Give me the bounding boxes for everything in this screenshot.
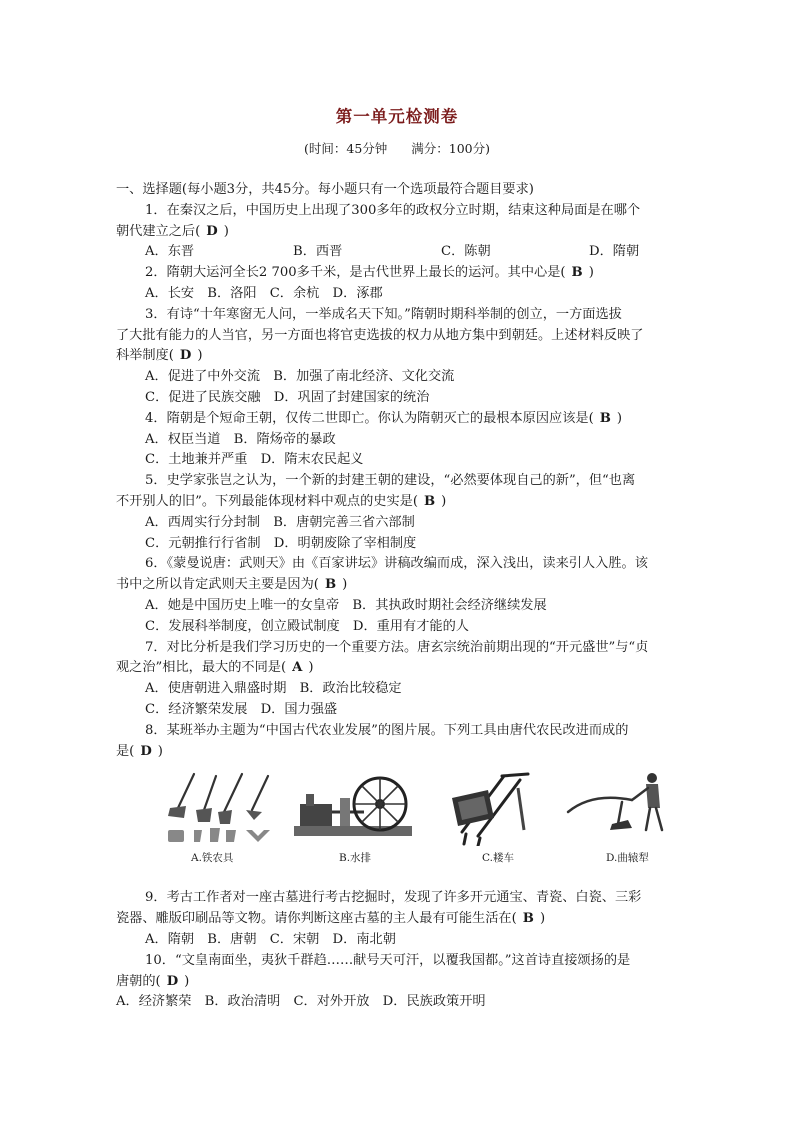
question-3-stem-cont: 了大批有能力的人当官，另一方面也将官吏选拔的权力从地方集中到朝廷。上述材料反映了 (116, 327, 644, 343)
question-7-options-1: A．使唐朝进入鼎盛时期 B．政治比较稳定 (145, 681, 402, 697)
iron-tools-image (164, 768, 284, 846)
caption-water-bellows: B.水排 (339, 852, 372, 865)
question-2: 2．隋朝大运河全长2 700多千米，是古代世界上最长的运河。其中心是( B ) (145, 265, 594, 281)
answer-6: B (324, 577, 337, 593)
option-b: B．西晋 (293, 244, 343, 260)
option-d: D．隋朝 (589, 244, 640, 260)
question-5-stem-cont: 不开别人的旧”。下列最能体现材料中观点的史实是( (116, 493, 419, 509)
question-10-stem-cont: 唐朝的( (116, 973, 161, 989)
answer-8: D (140, 743, 152, 759)
question-5-options-2: C．元朝推行行省制 D．明朝废除了宰相制度 (145, 535, 417, 551)
option-a: A．东晋 (145, 244, 195, 260)
answer-9: B (522, 911, 534, 927)
section-heading: 一、选择题(每小题3分，共45分。每小题只有一个选项最符合题目要求) (116, 182, 534, 197)
question-1-stem-cont: 朝代建立之后( (116, 223, 201, 239)
question-5-options-1: A．西周实行分封制 B．唐朝完善三省六部制 (145, 514, 415, 530)
question-6: 6．《蒙曼说唐：武则天》由《百家讲坛》讲稿改编而成，深入浅出，读来引人入胜。该 (145, 556, 648, 572)
question-8: 8．某班举办主题为“中国古代农业发展”的图片展。下列工具由唐代农民改进而成的 (145, 722, 629, 738)
question-8-stem-cont: 是( (116, 743, 135, 759)
caption-iron-tools: A.铁农具 (191, 852, 234, 865)
answer-2: B (571, 265, 583, 281)
question-7-stem-cont: 观之治”相比，最大的不同是( (116, 660, 287, 676)
answer-4: B (599, 410, 611, 426)
question-6-options-2: C．发展科举制度，创立殿试制度 D．重用有才能的人 (145, 618, 469, 634)
question-9: 9．考古工作者对一座古墓进行考古挖掘时，发现了许多开元通宝、青瓷、白瓷、三彩 (145, 890, 642, 906)
question-10: 10．“文皇南面坐，夷狄千群趋……献号天可汗，以覆我国都。”这首诗直接颂扬的是 (145, 952, 631, 968)
seed-drill-image (444, 768, 544, 846)
question-1-options (116, 242, 680, 263)
question-9-options: A．隋朝 B．唐朝 C．宋朝 D．南北朝 (145, 931, 396, 947)
question-list: 一、选择题(每小题3分，共45分。每小题只有一个选项最符合题目要求) 1．在秦汉之后，中国历史上出现了300多年的政权分立时期，结束这种局面是在哪个 朝代建立之后( D ) A．东晋 B．西晋 C．陈朝 D．隋朝 2．隋朝大运河全长2 700多千米，是古代世界上最长的运河。其中心是( B ) A．长安 B．洛阳 C．余杭 D．涿郡 3．有诗“十年寒窗无人问，一举成名天下知。”隋朝时期科举制的创立，一方面选拔 了大批有能力的人当官，另一方面也将官吏选拔的权力从地方集中到朝廷。上述材料反映了 科举制度( D ) A．促进了中外交流 B．加强了南北经济、文化交流 C．促进了民族交融 D．巩固了封建国家的统治 4．隋朝是个短命王朝，仅传二世即亡。你认为隋朝灭亡的最根本原因应该是( B ) A．权臣当道 B．隋炀帝的暴政 C．土地兼并严重 D．隋末农民起义 5．史学家张岂之认为，一个新的封建王朝的建设，“必然要体现自己的新”，但“也离 不开别人的旧”。下列最能体现材料中观点的史实是( B ) A．西周实行分封制 B．唐朝完善三省六部制 C．元朝推行行省制 D．明朝废除了宰相制度 6．《蒙曼说唐：武则天》由《百家讲坛》讲稿改编而成，深入浅出，读来引人入胜。该 书中之所以肯定武则天主要是因为( B ) A．她是中国历史上唯一的女皇帝 B．其执政时期社会经济继续发展 C．发展科举制度，创立殿试制度 D．重用有才能的人 7．对比分析是我们学习历史的一个重要方法。唐玄宗统治前期出现的“开元盛世”与“贞 观之治”相比，最大的不同是( A ) A．使唐朝进入鼎盛时期 B．政治比较稳定 C．经济繁荣发展 D．国力强盛 8．某班举办主题为“中国古代农业发展”的图片展。下列工具由唐代农民改进而成的 是( D ) A.铁农具 B.水排 C.耧车 D.曲辕犁 9．考古工作者对一座古墓进行考古挖掘时，发现了许多开元通宝、青瓷、白瓷、三彩 瓷器、雕版印刷品等文物。请你判断这座古墓的主人最有可能生活在( B ) A．隋朝 B．唐朝 C．宋朝 D．南北朝 10．“文皇南面坐，夷狄千群趋……献号天可汗，以覆我国都。”这首诗直接颂扬的是 唐朝的( D ) A．经济繁荣 B．政治清明 C．对外开放 D．民族政策开明 (116, 180, 680, 1013)
page-title: 第一单元检测卷 (335, 107, 459, 126)
question-9-stem-cont: 瓷器、雕版印刷品等文物。请你判断这座古墓的主人最有可能生活在( (116, 911, 517, 927)
question-1: 1．在秦汉之后，中国历史上出现了300多年的政权分立时期，结束这种局面是在哪个 (145, 202, 641, 218)
question-4-options-1: A．权臣当道 B．隋炀帝的暴政 (145, 431, 336, 447)
answer-1: D (206, 223, 218, 239)
answer-7: A (292, 660, 303, 676)
question-3-options-1: A．促进了中外交流 B．加强了南北经济、文化交流 (145, 369, 455, 385)
question-3: 3．有诗“十年寒窗无人问，一举成名天下知。”隋朝时期科举制的创立，一方面选拔 (145, 306, 622, 322)
answer-3: D (179, 348, 192, 364)
answer-5: B (424, 493, 436, 509)
question-7-options-2: C．经济繁荣发展 D．国力强盛 (145, 701, 338, 717)
question-5: 5．史学家张岂之认为，一个新的封建王朝的建设，“必然要体现自己的新”，但“也离 (145, 473, 636, 489)
answer-10: D (166, 973, 179, 989)
question-6-stem-cont: 书中之所以肯定武则天主要是因为( (116, 577, 319, 593)
question-2-options: A．长安 B．洛阳 C．余杭 D．涿郡 (145, 285, 383, 301)
caption-seed-drill: C.耧车 (482, 852, 514, 865)
tool-images (116, 768, 680, 886)
curved-plough-image (562, 768, 680, 846)
question-3-options-2: C．促进了民族交融 D．巩固了封建国家的统治 (145, 389, 430, 405)
question-4-options-2: C．土地兼并严重 D．隋末农民起义 (145, 452, 364, 468)
question-6-options-1: A．她是中国历史上唯一的女皇帝 B．其执政时期社会经济继续发展 (145, 597, 547, 613)
caption-curved-plough: D.曲辕犁 (606, 852, 649, 865)
question-10-options: A．经济繁荣 B．政治清明 C．对外开放 D．民族政策开明 (116, 994, 486, 1010)
water-bellows-image (294, 768, 414, 846)
question-4: 4．隋朝是个短命王朝，仅传二世即亡。你认为隋朝灭亡的最根本原因应该是( B ) (145, 410, 623, 426)
exam-score: 满分：100分) (411, 141, 491, 156)
exam-info (0, 139, 794, 160)
exam-time: (时间：45分钟 (303, 141, 388, 156)
option-c: C．陈朝 (441, 244, 491, 260)
question-7: 7．对比分析是我们学习历史的一个重要方法。唐玄宗统治前期出现的“开元盛世”与“贞 (145, 639, 649, 655)
question-3-stem-end: 科举制度( (116, 348, 174, 364)
